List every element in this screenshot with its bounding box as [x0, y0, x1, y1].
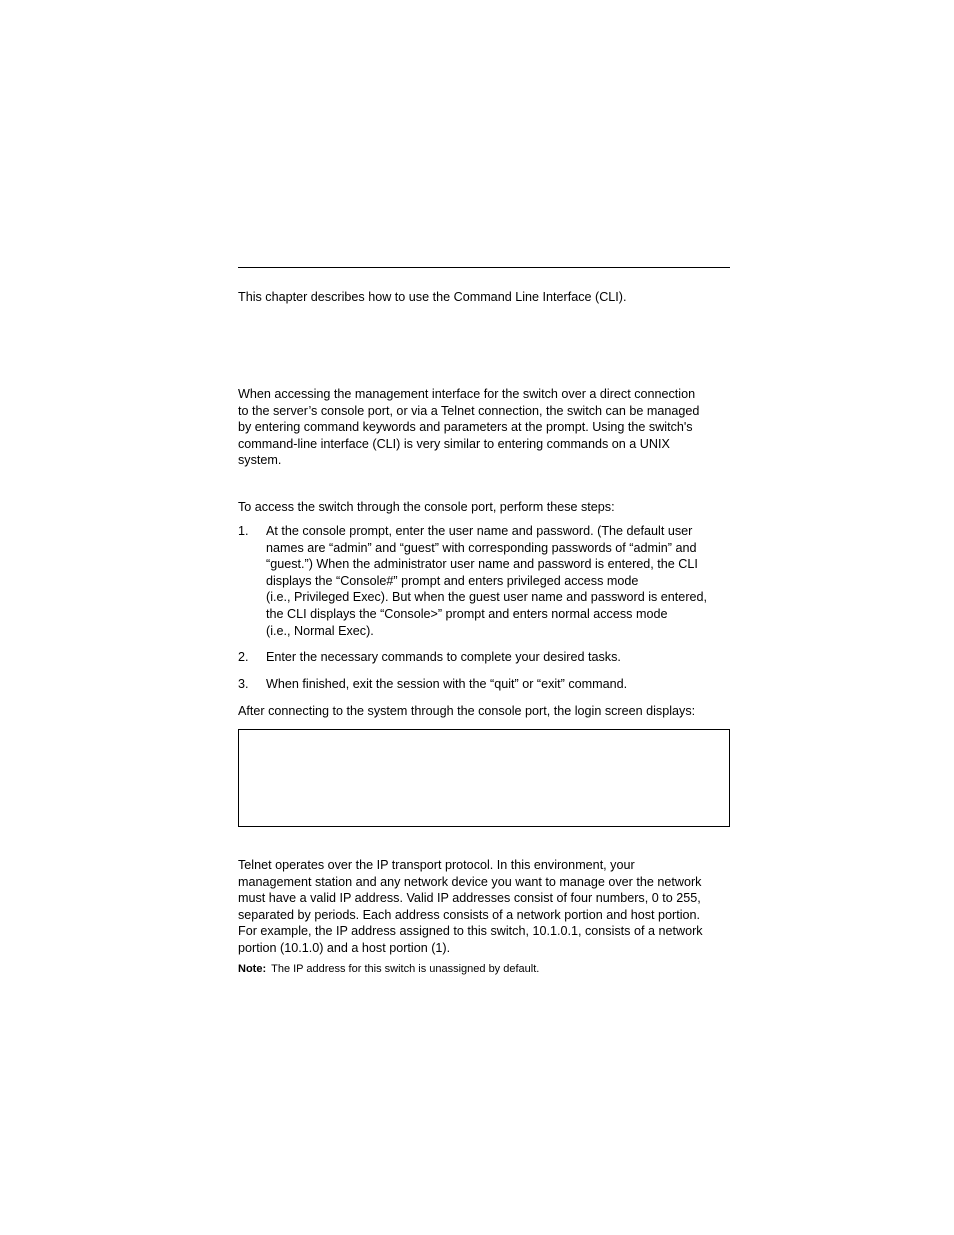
steps-list [238, 523, 730, 639]
step-number: 1. [238, 524, 249, 538]
text-line: must have a valid IP address. Valid IP addresses consist of four numbers, 0 to 255, [238, 891, 701, 906]
steps-list-final [238, 676, 730, 693]
overview-paragraph [238, 386, 730, 469]
text-line: When finished, exit the session with the “quit” or “exit” command. [266, 677, 628, 691]
note-text: The IP address for this switch is unassigned by default. [271, 963, 540, 975]
text-line: system. [238, 453, 282, 468]
text-line: Telnet operates over the IP transport protocol. In this environment, your [238, 858, 635, 872]
text-line: to the server’s console port, or via a Telnet connection, the switch can be managed [238, 403, 700, 418]
text-line: For example, the IP address assigned to this switch, 10.1.0.1, consists of a network [238, 924, 703, 939]
note [238, 962, 730, 976]
text-line: management station and any network device you want to manage over the network [238, 874, 702, 889]
text-line: When accessing the management interface for the switch over a direct connection [238, 387, 696, 401]
note-label: Note: [238, 963, 267, 975]
header-rule [238, 267, 730, 268]
list-item [238, 676, 730, 693]
list-item [238, 523, 730, 639]
step-number: 3. [238, 677, 249, 691]
text-line: displays the “Console#” prompt and enters privileged access mode [266, 573, 639, 588]
step-text [266, 676, 730, 693]
text-line: command-line interface (CLI) is very similar to entering commands on a UNIX [238, 436, 670, 451]
after-steps-paragraph: After connecting to the system through the console port, the login screen displays: [238, 704, 696, 718]
steps-list-continued [238, 649, 730, 666]
telnet-paragraph [238, 857, 730, 957]
text-line: separated by periods. Each address consists of a network portion and host portion. [238, 907, 701, 922]
text-line: (i.e., Normal Exec). [266, 623, 374, 638]
text-line: portion (10.1.0) and a host portion (1). [238, 940, 451, 955]
list-item [238, 649, 730, 666]
step-text [266, 523, 730, 639]
text-line: At the console prompt, enter the user name and password. (The default user [266, 524, 693, 538]
console-intro-paragraph: To access the switch through the console port, perform these steps: [238, 500, 615, 514]
login-screen-box [238, 729, 730, 827]
text-line: “guest.”) When the administrator user name and password is entered, the CLI [266, 557, 698, 572]
text-line: the CLI displays the “Console>” prompt and enters normal access mode [266, 606, 668, 621]
text-line: Enter the necessary commands to complete your desired tasks. [266, 650, 621, 664]
text-line: (i.e., Privileged Exec). But when the guest user name and password is entered, [266, 590, 708, 605]
text-line: by entering command keywords and parameters at the prompt. Using the switch's [238, 420, 693, 435]
text-line: names are “admin” and “guest” with corresponding passwords of “admin” and [266, 540, 697, 555]
step-text [266, 649, 730, 666]
step-number: 2. [238, 650, 249, 664]
intro-paragraph: This chapter describes how to use the Command Line Interface (CLI). [238, 290, 627, 304]
